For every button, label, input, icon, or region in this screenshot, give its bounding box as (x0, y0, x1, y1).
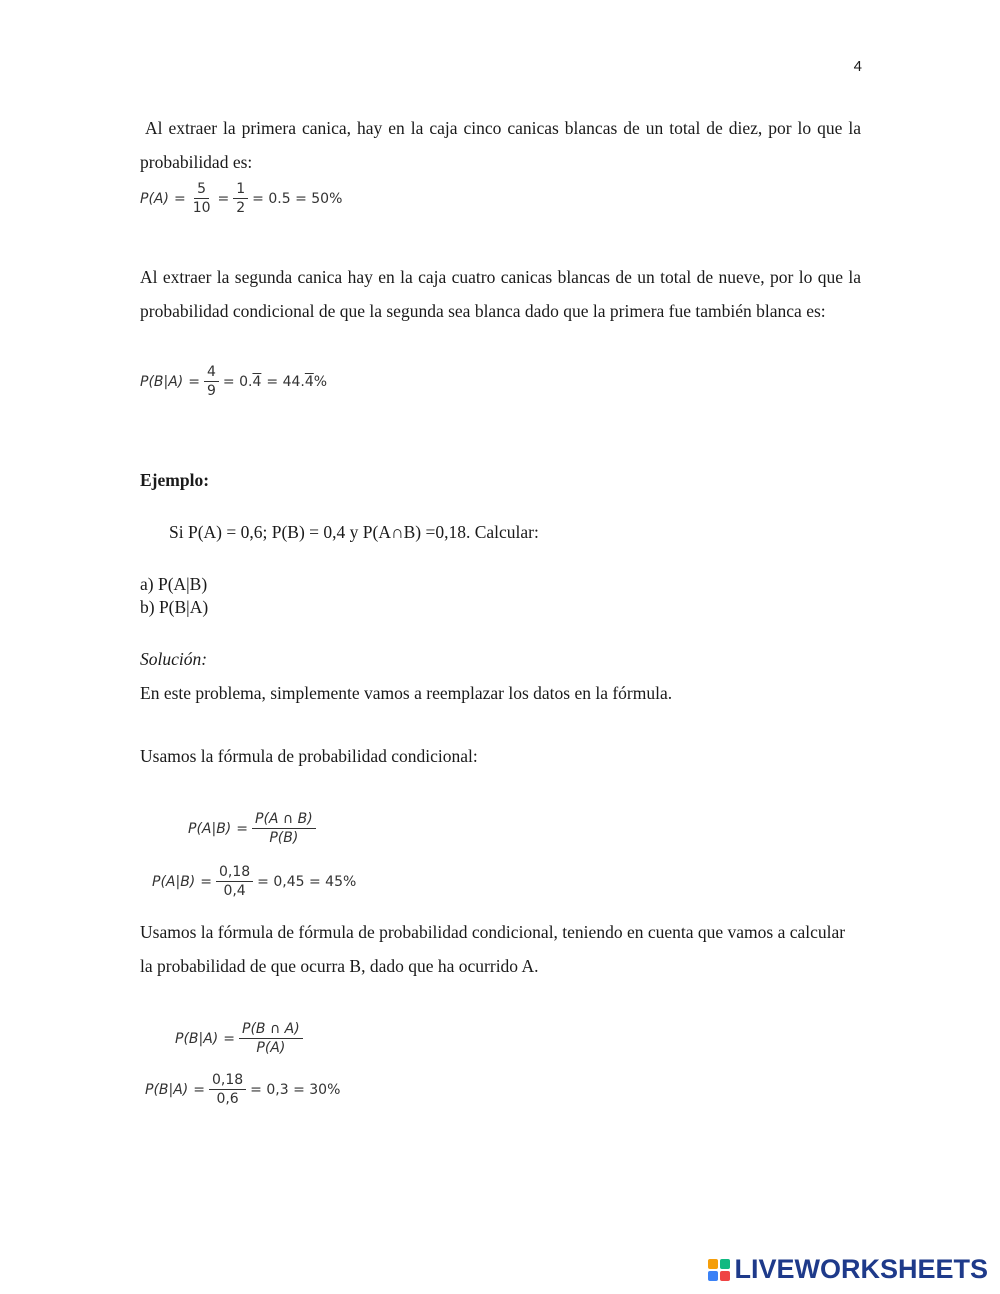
formula-lhs: P(A|B) (188, 820, 232, 837)
logo-square (708, 1271, 718, 1281)
fraction-denominator: P(B) (269, 830, 299, 847)
formula-equals: = (217, 190, 230, 207)
fraction-denominator: 9 (207, 383, 216, 400)
formula-result: = 0,45 = 45% (257, 873, 357, 890)
logo-grid-icon (708, 1259, 730, 1281)
example-item-a: a) P(A|B) (140, 574, 208, 594)
fraction-numerator: P(B ∩ A) (239, 1021, 303, 1039)
repeating-digit: 4 (252, 373, 262, 390)
fraction (216, 864, 253, 899)
formula-prob-b-given-a (140, 364, 327, 399)
formula-a-given-b-result (152, 864, 356, 899)
formula-equals: = (188, 373, 200, 390)
logo-square (720, 1271, 730, 1281)
solution-label: Solución: (140, 649, 208, 669)
page-number: 4 (853, 58, 862, 75)
fraction (239, 1021, 303, 1056)
logo-text: LIVEWORKSHEETS (734, 1254, 988, 1284)
formula-lhs: P(A|B) (152, 873, 196, 890)
fraction-denominator: 0,4 (223, 883, 246, 900)
percent-sign: % (313, 373, 328, 390)
formula-equals: = (236, 820, 248, 837)
formula-equals-percent: = 44. (266, 373, 305, 390)
example-heading: Ejemplo: (140, 470, 210, 490)
formula-intro: Usamos la fórmula de probabilidad condicional: (140, 746, 478, 766)
fraction (190, 181, 214, 216)
example-item-b: b) P(B|A) (140, 597, 209, 617)
formula-conditional-a-given-b (188, 811, 320, 846)
logo-square (720, 1259, 730, 1269)
formula-equals: = (193, 1081, 205, 1098)
paragraph-second-draw: Al extraer la segunda canica hay en la caja cuatro canicas blancas de un total de nueve, por lo que la probabilidad condicional de que la segunda sea blanca dado que la primera fue también blanca es: (140, 267, 861, 321)
fraction-numerator: 4 (204, 364, 219, 382)
formula-equals: = (200, 873, 212, 890)
formula-equals: = (223, 1030, 235, 1047)
paragraph-b-given-a: Usamos la fórmula de fórmula de probabilidad condicional, teniendo en cuenta que vamos a calcular la probabilidad de que ocurra B, dado que ha ocurrido A. (140, 922, 846, 976)
solution-text: En este problema, simplemente vamos a reemplazar los datos en la fórmula. (140, 683, 673, 703)
formula-lhs: P(B|A) (175, 1030, 219, 1047)
fraction-numerator: 5 (194, 181, 209, 199)
fraction (204, 364, 219, 399)
formula-conditional-b-given-a (175, 1021, 307, 1056)
fraction-denominator: P(A) (256, 1040, 286, 1057)
formula-prob-a (140, 181, 342, 216)
fraction-numerator: P(A ∩ B) (252, 811, 316, 829)
formula-lhs: P(B|A) (140, 373, 184, 390)
fraction (209, 1072, 246, 1107)
liveworksheets-logo[interactable] (708, 1254, 988, 1285)
formula-lhs: P(A) (140, 190, 169, 207)
formula-equals-decimal: = 0. (222, 373, 253, 390)
repeating-digit: 4 (304, 373, 314, 390)
fraction (252, 811, 316, 846)
fraction (233, 181, 248, 216)
fraction-numerator: 0,18 (216, 864, 253, 882)
formula-lhs: P(B|A) (145, 1081, 189, 1098)
fraction-denominator: 2 (236, 200, 246, 217)
formula-b-given-a-result (145, 1072, 340, 1107)
formula-result: = 0.5 = 50% (252, 190, 343, 207)
example-given: Si P(A) = 0,6; P(B) = 0,4 y P(A∩B) =0,18. Calcular: (169, 522, 539, 542)
fraction-denominator: 10 (192, 200, 211, 217)
formula-result: = 0,3 = 30% (250, 1081, 341, 1098)
formula-equals: = (173, 190, 186, 207)
fraction-numerator: 0,18 (209, 1072, 246, 1090)
fraction-denominator: 0,6 (216, 1091, 239, 1108)
logo-square (708, 1259, 718, 1269)
paragraph-first-draw: Al extraer la primera canica, hay en la caja cinco canicas blancas de un total de diez, por lo que la probabilidad es: (140, 118, 861, 172)
fraction-numerator: 1 (233, 181, 248, 199)
